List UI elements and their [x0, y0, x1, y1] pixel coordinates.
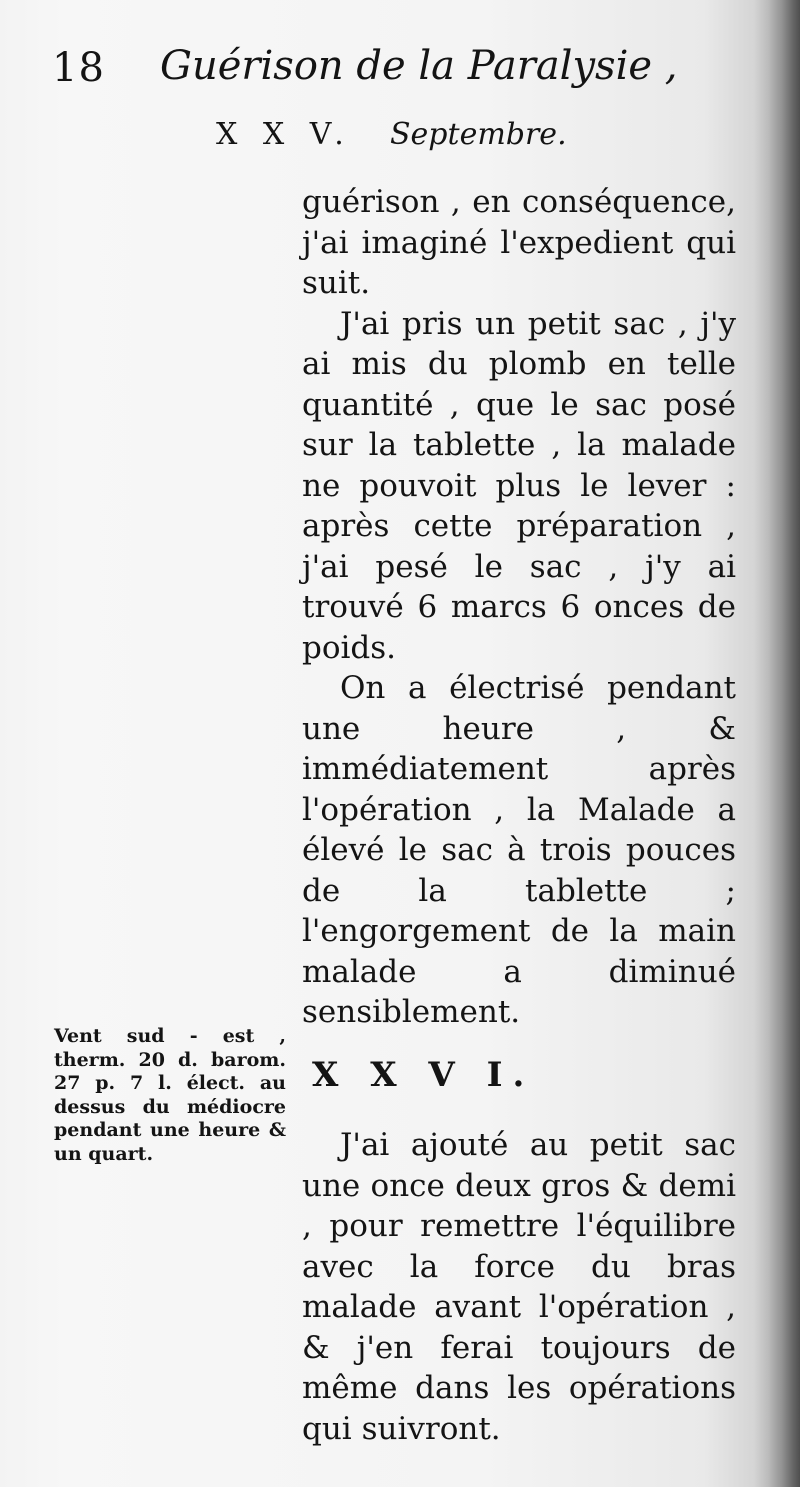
margin-note: Vent sud - est , therm. 20 d. barom. 27 p. 7 l. élect. au dessus du médiocre pendant une heure & un quart.: [54, 1025, 286, 1165]
body-paragraph-1: J'ai pris un petit sac , j'y ai mis du plomb en telle quantité , que le sac posé sur la tablette , la malade ne pouvoit plus le lever : après cette préparation , j'ai pesé le sac , j'y ai trouvé 6 marcs 6 onces de poids.: [302, 305, 736, 666]
main-text-column: [302, 182, 736, 1449]
date-month: Septembre.: [390, 117, 567, 152]
body-paragraph-2: On a électrisé pendant une heure , & immédiatement après l'opération , la Malade a élevé le sac à trois pouces de la tablette ; l'engorgement de la main malade a diminué sensiblement.: [302, 670, 736, 1030]
body-paragraph-3: J'ai ajouté au petit sac une once deux gros & demi , pour remettre l'équilibre avec la force du bras malade avant l'opération , & j'en ferai toujours de même dans les opérations qui suivront.: [302, 1127, 736, 1447]
running-title: Guérison de la Paralysie ,: [160, 43, 678, 89]
page-number: 18: [52, 45, 105, 91]
date-day: X X V.: [216, 117, 352, 152]
continuation-paragraph: guérison , en conséquence, j'ai imaginé l'expedient qui suit.: [302, 184, 736, 301]
section-heading: X X V I.: [312, 1054, 535, 1095]
